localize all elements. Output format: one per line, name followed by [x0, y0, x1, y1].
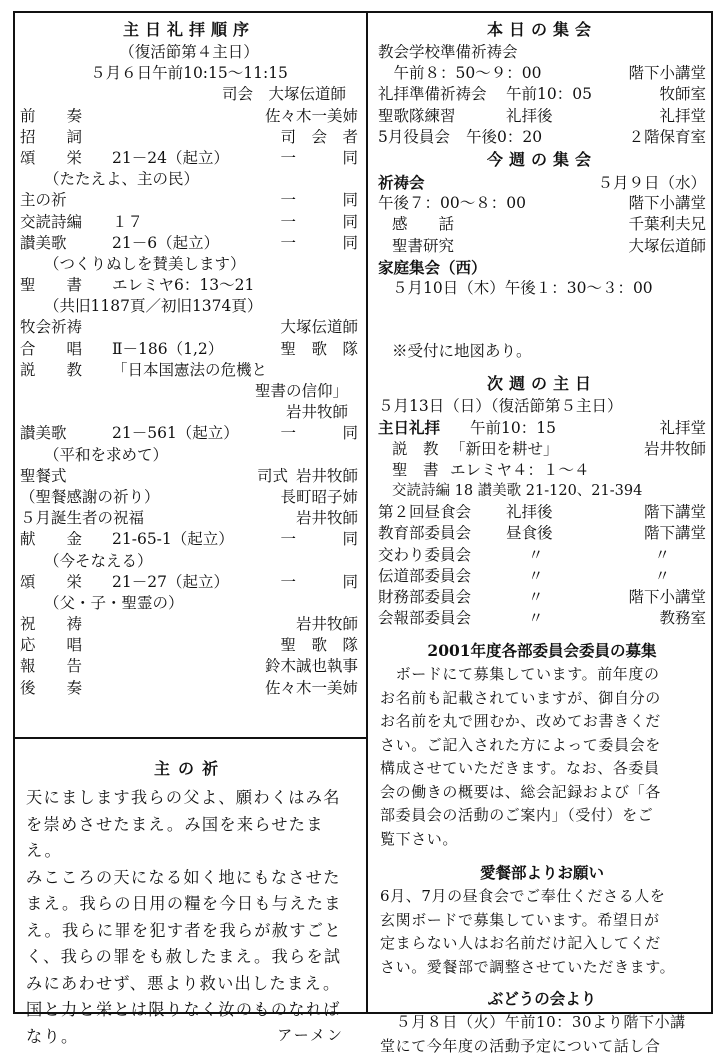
worship-presider: 司会 大塚伝道師 [221, 85, 346, 104]
column-divider [366, 11, 368, 1014]
worship-datetime: ５月６日午前10:15～11:15 [90, 64, 288, 83]
lords-prayer-title: 主の祈 [153, 759, 226, 778]
next-meeting-row: 会報部委員会 〃 教務室 [378, 609, 706, 628]
budou-title: ぶどうの会より [487, 989, 597, 1009]
next-date: ５月13日（日）（復活節第５主日） [378, 397, 623, 416]
order-item: 前 奏 佐々木一美姉 [20, 106, 358, 125]
hymn-note: （今そなえる） [44, 551, 153, 570]
order-item: 献 金 21-65-1（起立） 一 同 [20, 530, 358, 549]
next-meeting-row: 財務部委員会 〃 階下小講堂 [378, 587, 706, 606]
prayer-time-row: 午後７：00～８：00 階下小講堂 [378, 194, 706, 213]
scripture-row: 聖 書 エレミヤ6：13～21 [20, 276, 255, 295]
communion-prayer-row: （聖餐感謝の祈り） 長町昭子姉 [20, 487, 358, 506]
order-item: 応 唱 聖 歌 隊 [20, 636, 358, 655]
next-title: 次週の主日 [486, 374, 597, 394]
next-worship-row: 主日礼拝 午前10：15 礼拝堂 [378, 418, 706, 438]
communion-row: 聖餐式 司式 岩井牧師 [20, 466, 358, 485]
order-item: 合 唱 Ⅱ－186（1,2） 聖 歌 隊 [20, 339, 358, 358]
lords-prayer-text: 天にまします我らの父よ、願わくはみ名 を崇めさせたまえ。み国を来らせたまえ。 みこころの天になる如く地にもなさせた まえ。我らの日用の糧を今日も与えたま え。我らに罪を犯す者を我らが赦すごと く、我らの罪をも赦したまえ。我らを試 みにあわせず、悪より救い出したまえ。 国と力と栄とは限りなく汝のものなれば なり。 [26, 788, 342, 1046]
hymn-note: （たたえよ、主の民） [44, 170, 200, 189]
next-meeting-row: 第２回昼食会 礼拝後 階下講堂 [378, 503, 706, 522]
budou-text: ５月８日（火）午前10：30より階下小講 堂にて今年度の活動予定について話し合 [380, 1013, 686, 1055]
order-item: 後 奏 佐々木一美姉 [20, 678, 358, 697]
hymn-note: （平和を求めて） [44, 445, 169, 464]
order-item: 頌 栄 21－24（起立） 一 同 [20, 148, 358, 167]
map-note: ※受付に地図あり。 [392, 342, 532, 361]
worship-order [20, 18, 358, 699]
order-item: 招 詞 司 会 者 [20, 127, 358, 146]
next-sermon-row: 説 教 「新田を耕せ」 岩井牧師 [392, 439, 706, 458]
recruit-text: ボードにて募集しています。前年度の お名前も記載されていますが、御自分の お名前を丸で囲むか、改めてお書きくだ さい。ご記入された方によって委員会を 構成させていただきます。なお、各委員 会の働きの概要は、総会記録および「各 部委員会の活動のご案内」（受付）をご 覧下さい。 [380, 665, 661, 848]
order-item: 主の祈 一 同 [20, 191, 358, 210]
order-item: 報 告 鈴木誠也執事 [20, 657, 358, 676]
recruit-title: 2001年度各部委員会委員の募集 [427, 641, 657, 661]
prayer-meeting-row: 祈祷会 ５月９日（水） [378, 172, 706, 192]
impressions-row: 感 話 千葉利夫兄 [392, 215, 706, 234]
bible-study-row: 聖書研究 大塚伝道師 [392, 236, 706, 255]
aisan-title: 愛餐部よりお願い [479, 863, 604, 883]
next-psalm: 交読詩編 18 讃美歌 21-120、21-394 [392, 483, 643, 499]
week-title: 今週の集会 [486, 149, 597, 169]
today-row: 5月役員会 午後0：20 ２階保育室 [378, 127, 706, 146]
home-meeting-time: ５月10日（木）午後１：30～３：00 [392, 278, 653, 297]
next-scripture-row: 聖 書 エレミヤ４：１～４ [392, 460, 590, 479]
next-meeting-row: 教育部委員会 昼食後 階下講堂 [378, 524, 706, 543]
order-item: 讃美歌 21－561（起立） 一 同 [20, 424, 358, 443]
today-row: 教会学校準備祈祷会 [378, 43, 518, 61]
today-title: 本日の集会 [486, 20, 597, 39]
sermon-preacher: 岩井牧師 [285, 403, 348, 422]
today-row: 聖歌隊練習 礼拝後 礼拝堂 [378, 106, 706, 125]
hymn-note: （つくりぬしを賛美します） [44, 254, 246, 273]
order-item: 讃美歌 21－6（起立） 一 同 [20, 233, 358, 252]
lords-prayer-section [22, 738, 358, 1045]
sermon-row: 説 教 「日本国憲法の危機と [20, 360, 268, 379]
next-meeting-row: 交わり委員会 〃 〃 [378, 545, 670, 564]
order-item: 交読詩編 １７ 一 同 [20, 212, 358, 231]
order-item: 牧会祈祷 大塚伝道師 [20, 318, 358, 337]
next-meeting-row: 伝道部委員会 〃 〃 [378, 566, 670, 585]
scripture-pages: （共旧1187頁／初旧1374頁） [44, 297, 263, 316]
today-row: 午前８：50～９：00 階下小講堂 [378, 64, 706, 83]
worship-subtitle: （復活節第４主日） [119, 43, 259, 61]
order-item: 頌 栄 21－27（起立） 一 同 [20, 572, 358, 591]
order-item: 祝 祷 岩井牧師 [20, 615, 358, 634]
amen: アーメン [277, 1026, 344, 1044]
today-row: 礼拝準備祈祷会 午前10：05 牧師室 [378, 85, 706, 104]
worship-title: 主日礼拝順序 [122, 20, 255, 39]
hymn-note: （父・子・聖霊の） [44, 593, 184, 612]
meetings [378, 18, 706, 1058]
birthday-row: ５月誕生者の祝福 岩井牧師 [20, 509, 358, 528]
aisan-text: 6月、7月の昼食会でご奉仕くださる人を 玄関ボードで募集しています。希望日が 定まらない人はお名前だけ記入してくだ さい。愛餐部で調整させていただきます。 [380, 887, 676, 976]
sermon-title-2: 聖書の信仰」 [254, 382, 348, 400]
home-meeting: 家庭集会（西） [378, 257, 487, 277]
